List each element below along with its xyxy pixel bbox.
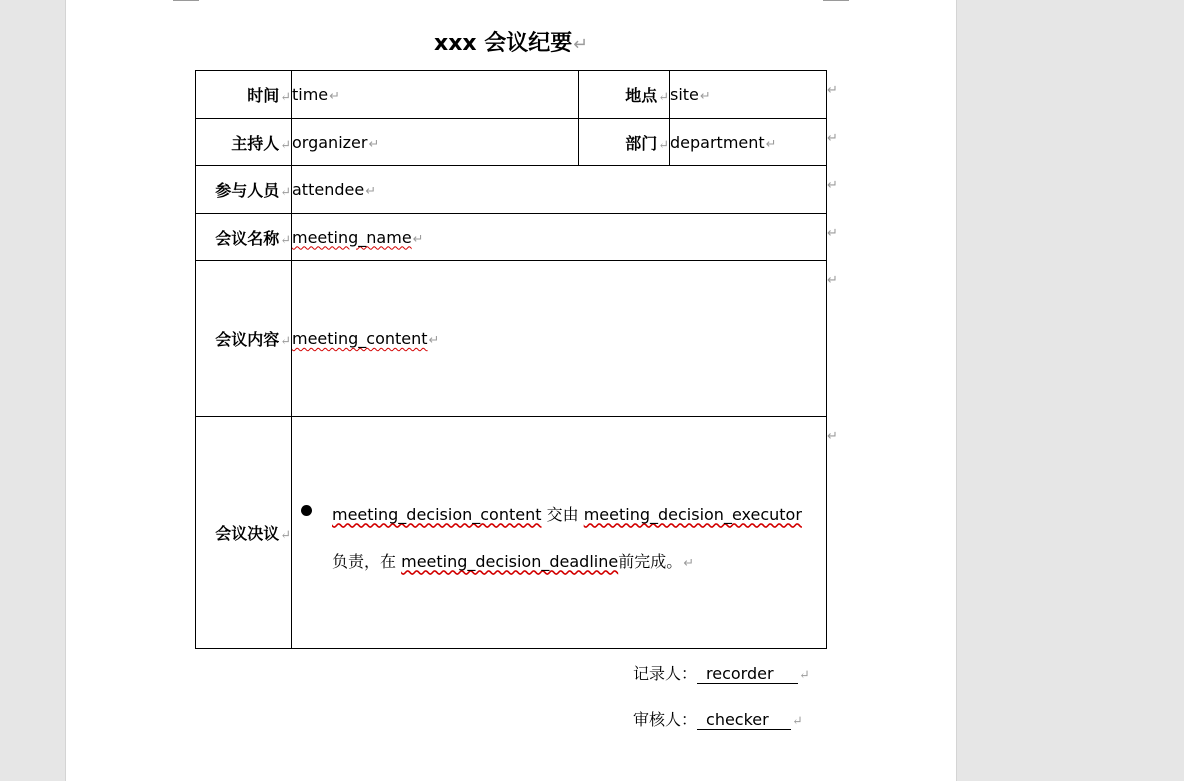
document-page [65,0,957,781]
document-title-text[interactable]: xxx 会议纪要 [434,31,573,56]
table-row [196,71,827,119]
table-row [196,119,827,166]
recorder-field[interactable]: recorder [697,664,798,684]
paragraph-mark: ↵ [792,714,803,729]
row-end-mark: ↵ [827,178,838,193]
meeting-content-label-cell[interactable]: 会议内容↵ [196,261,292,417]
meeting-content-value-cell[interactable]: meeting_content↵ [292,261,827,417]
decision-label-cell[interactable]: 会议决议↵ [196,417,292,649]
organizer-value-cell[interactable]: organizer↵ [292,119,579,166]
page-corner-mark-right [823,0,849,1]
site-value-cell[interactable]: site↵ [670,71,827,119]
paragraph-mark: ↵ [573,35,588,55]
department-label-cell[interactable]: 部门↵ [579,119,670,166]
row-end-mark: ↵ [827,131,838,146]
checker-field[interactable]: checker [697,710,791,730]
row-end-mark: ↵ [827,226,838,241]
table-row [196,214,827,261]
document-title[interactable] [66,26,956,57]
checker-label: 审核人： [633,710,698,729]
row-end-mark: ↵ [827,429,838,444]
time-label-cell[interactable]: 时间↵ [196,71,292,119]
meeting-minutes-table [195,70,827,649]
table-row [196,417,827,649]
attendee-label-cell[interactable]: 参与人员↵ [196,166,292,214]
paragraph-mark: ↵ [799,668,810,683]
meeting-name-label-cell[interactable]: 会议名称↵ [196,214,292,261]
recorder-label: 记录人： [633,664,698,683]
recorder-line[interactable] [633,661,810,684]
page-corner-mark-left [173,0,199,1]
organizer-label-cell[interactable]: 主持人↵ [196,119,292,166]
row-end-mark: ↵ [827,83,838,98]
time-value-cell[interactable]: time↵ [292,71,579,119]
decision-list-item[interactable]: meeting_decision_content 交由 meeting_decision_executor 负责，在 meeting_decision_deadline前完成。↵ [292,479,826,587]
attendee-value-cell[interactable]: attendee↵ [292,166,827,214]
department-value-cell[interactable]: department↵ [670,119,827,166]
row-end-mark: ↵ [827,273,838,288]
table-row [196,166,827,214]
table-row [196,261,827,417]
checker-line[interactable] [633,707,803,730]
site-label-cell[interactable]: 地点↵ [579,71,670,119]
decision-value-cell[interactable] [292,417,827,649]
meeting-name-value-cell[interactable]: meeting_name↵ [292,214,827,261]
bullet-icon [301,505,312,516]
